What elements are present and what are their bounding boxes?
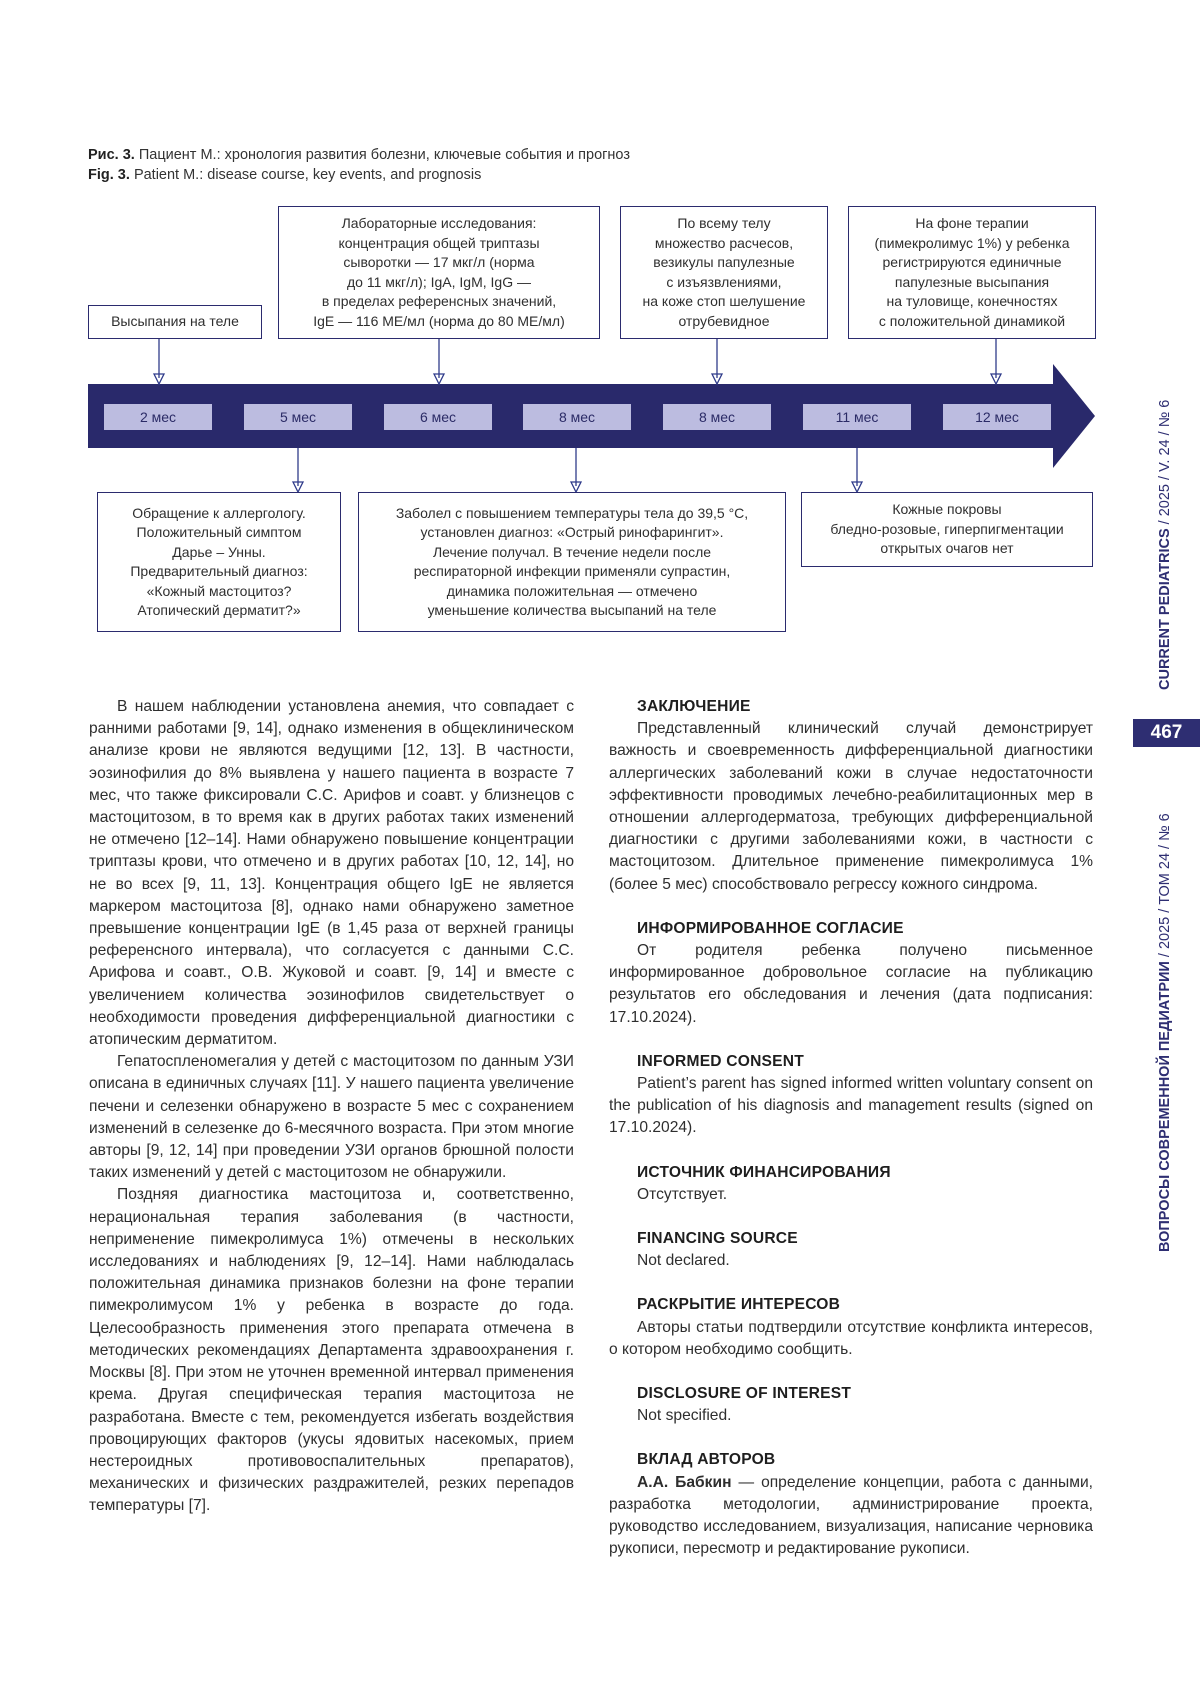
section-text: От родителя ребенка получено письменное информированное добровольное согласие на публикацию результатов его обследования и лечения (дата подписания: 17.10.2024).	[609, 942, 1093, 1026]
event-box-top: Высыпания на теле	[88, 305, 262, 339]
body-paragraph: Гепатоспленомегалия у детей с мастоцитозом по данным УЗИ описана в единичных случаях [11]. У нашего пациента увеличение печени и селезенки обнаружено в возрасте 5 мес с сохранением изменений в селезенке до 6-месячного возраста. При этом многие авторы [9, 12, 14] при проведении УЗИ органов брюшной полости таких изменений у детей с мастоцитозом не обнаружили.	[89, 1053, 574, 1182]
section-heading: INFORMED CONSENT	[637, 1052, 804, 1070]
caption-ru-text: Пациент М.: хронология развития болезни, ключевые события и прогноз	[138, 147, 630, 163]
month-label: 5 мес	[244, 404, 352, 430]
section-text: Not declared.	[637, 1252, 730, 1270]
section-text: Отсутствует.	[637, 1185, 728, 1203]
contrib-paragraph	[609, 1472, 1093, 1561]
contrib-author: А.А. Бабкин	[637, 1473, 732, 1491]
event-box-top: По всему телу множество расчесов, везикулы папулезные с изъязвлениями, на коже стоп шелушение отрубевидное	[620, 206, 828, 339]
right-column	[609, 696, 1093, 1561]
month-label: 6 мес	[384, 404, 492, 430]
month-label: 12 мес	[943, 404, 1051, 430]
event-box-bottom: Кожные покровы бледно-розовые, гиперпигментации открытых очагов нет	[801, 492, 1093, 567]
journal-en-bold: CURRENT PEDIATRICS	[1157, 528, 1173, 690]
caption-en-text: Patient M.: disease course, key events, and prognosis	[133, 167, 482, 183]
journal-en-rest: / 2025 / V. 24 / № 6	[1157, 399, 1173, 529]
section-heading: ЗАКЛЮЧЕНИЕ	[637, 698, 751, 715]
section-text: Patient’s parent has signed informed written voluntary consent on the publication of his diagnosis and management results (signed on 17.10.2024).	[609, 1075, 1093, 1137]
body-paragraph: Поздняя диагностика мастоцитоза и, соответственно, нерациональная терапия заболевания (в частности, неприменение пимекролимуса 1%) отмечены в нескольких исследованиях и наблюдениях [9, 12–14]. Нами наблюдалась положительная динамика признаков болезни на фоне терапии пимекролимусом 1% у ребенка в возрасте до года. Целесообразность применения этого препарата отмечена в методических рекомендациях Департамента здравоохранения г. Москвы [8]. При этом не уточнен временной интервал применения крема. Другая специфическая терапия мастоцитоза не разработана. Вместе с тем, рекомендуется избегать воздействия провоцирующих факторов (укусы ядовитых насекомых, прием нестероидных противовоспалительных препаратов), механических и физических раздражителей, резких перепадов температуры [7].	[89, 1186, 574, 1515]
section-heading: ИСТОЧНИК ФИНАНСИРОВАНИЯ	[637, 1163, 891, 1181]
left-column	[89, 696, 574, 1518]
event-box-top: Лабораторные исследования: концентрация общей триптазы сыворотки — 17 мкг/л (норма до 11 мкг/л); IgA, IgM, IgG — в пределах референсных значений, IgE — 116 МЕ/мл (норма до 80 МЕ/мл)	[278, 206, 600, 339]
section-text: Авторы статьи подтвердили отсутствие конфликта интересов, о котором необходимо сообщить.	[609, 1318, 1093, 1358]
section-heading: DISCLOSURE OF INTEREST	[637, 1385, 852, 1403]
month-label: 8 мес	[523, 404, 631, 430]
caption-ru-label: Рис. 3.	[88, 147, 135, 163]
section-text: Not specified.	[637, 1407, 732, 1425]
contrib-text: — определение концепции, работа с данными, разработка методологии, администрирование проекта, руководство исследованием, визуализация, написание черновика рукописи, пересмотр и редактирование рукописи.	[609, 1473, 1093, 1558]
section-heading: FINANCING SOURCE	[637, 1230, 798, 1248]
journal-ru-rest: / 2025 / ТОМ 24 / № 6	[1157, 813, 1173, 962]
journal-title-ru	[1157, 813, 1173, 1252]
section-heading: ВКЛАД АВТОРОВ	[637, 1451, 776, 1469]
caption-en-label: Fig. 3.	[88, 167, 130, 183]
event-box-top: На фоне терапии (пимекролимус 1%) у ребенка регистрируются единичные папулезные высыпания на туловище, конечностях с положительной динамикой	[848, 206, 1096, 339]
page-number: 467	[1133, 719, 1200, 747]
section-heading: ИНФОРМИРОВАННОЕ СОГЛАСИЕ	[637, 919, 904, 937]
section-heading: РАСКРЫТИЕ ИНТЕРЕСОВ	[637, 1296, 841, 1314]
month-label: 11 мес	[803, 404, 911, 430]
month-label: 2 мес	[104, 404, 212, 430]
month-label: 8 мес	[663, 404, 771, 430]
journal-title-en	[1157, 400, 1173, 690]
section-text: Представленный клинический случай демонстрирует важность и своевременность дифференциальной диагностики аллергических заболеваний кожи в случае недостаточности эффективности проводимых лечебно-реабилитационных мер в отношении аллергодерматоза, требующих дифференциальной диагностики с другими заболеваниями кожи, в частности с мастоцитозом. Длительное применение пимекролимуса 1% (более 5 мес) способствовало регрессу кожного синдрома.	[609, 720, 1093, 893]
body-paragraph: В нашем наблюдении установлена анемия, что совпадает с ранними работами [9, 14], однако изменения в общеклиническом анализе крови не являются ведущими [12, 13]. В частности, эозинофилия до 8% выявлена у нашего пациента в возрасте 7 мес, что также фиксировали С.С. Арифов и соавт. у близнецов с мастоцитозом, в то время как в других работах таких изменений не отмечено [12–14]. Нами обнаружено повышение концентрации триптазы крови, что отмечено и в других работах [10, 12, 14], но не во всех [9, 11, 13]. Концентрация общего IgE не является маркером мастоцитоза [8], однако нами обнаружено заметное превышение концентрации IgE (в 1,45 раза от верхней границы референсного интервала), что согласуется с данными С.С. Арифова и соавт., О.В. Жуковой и соавт. [9, 14] и вместе с увеличением количества эозинофилов свидетельствует о необходимости проведения дифференциальной диагностики с атопическим дерматитом.	[89, 698, 574, 1049]
journal-ru-bold: ВОПРОСЫ СОВРЕМЕННОЙ ПЕДИАТРИИ	[1157, 961, 1173, 1252]
event-box-bottom: Заболел с повышением температуры тела до 39,5 °С, установлен диагноз: «Острый ринофарингит». Лечение получал. В течение недели после респираторной инфекции применяли супрастин, динамика положительная — отмечено уменьшение количества высыпаний на теле	[358, 492, 786, 632]
event-box-bottom: Обращение к аллергологу. Положительный симптом Дарье – Унны. Предварительный диагноз: «Кожный мастоцитоз? Атопический дерматит?»	[97, 492, 341, 632]
